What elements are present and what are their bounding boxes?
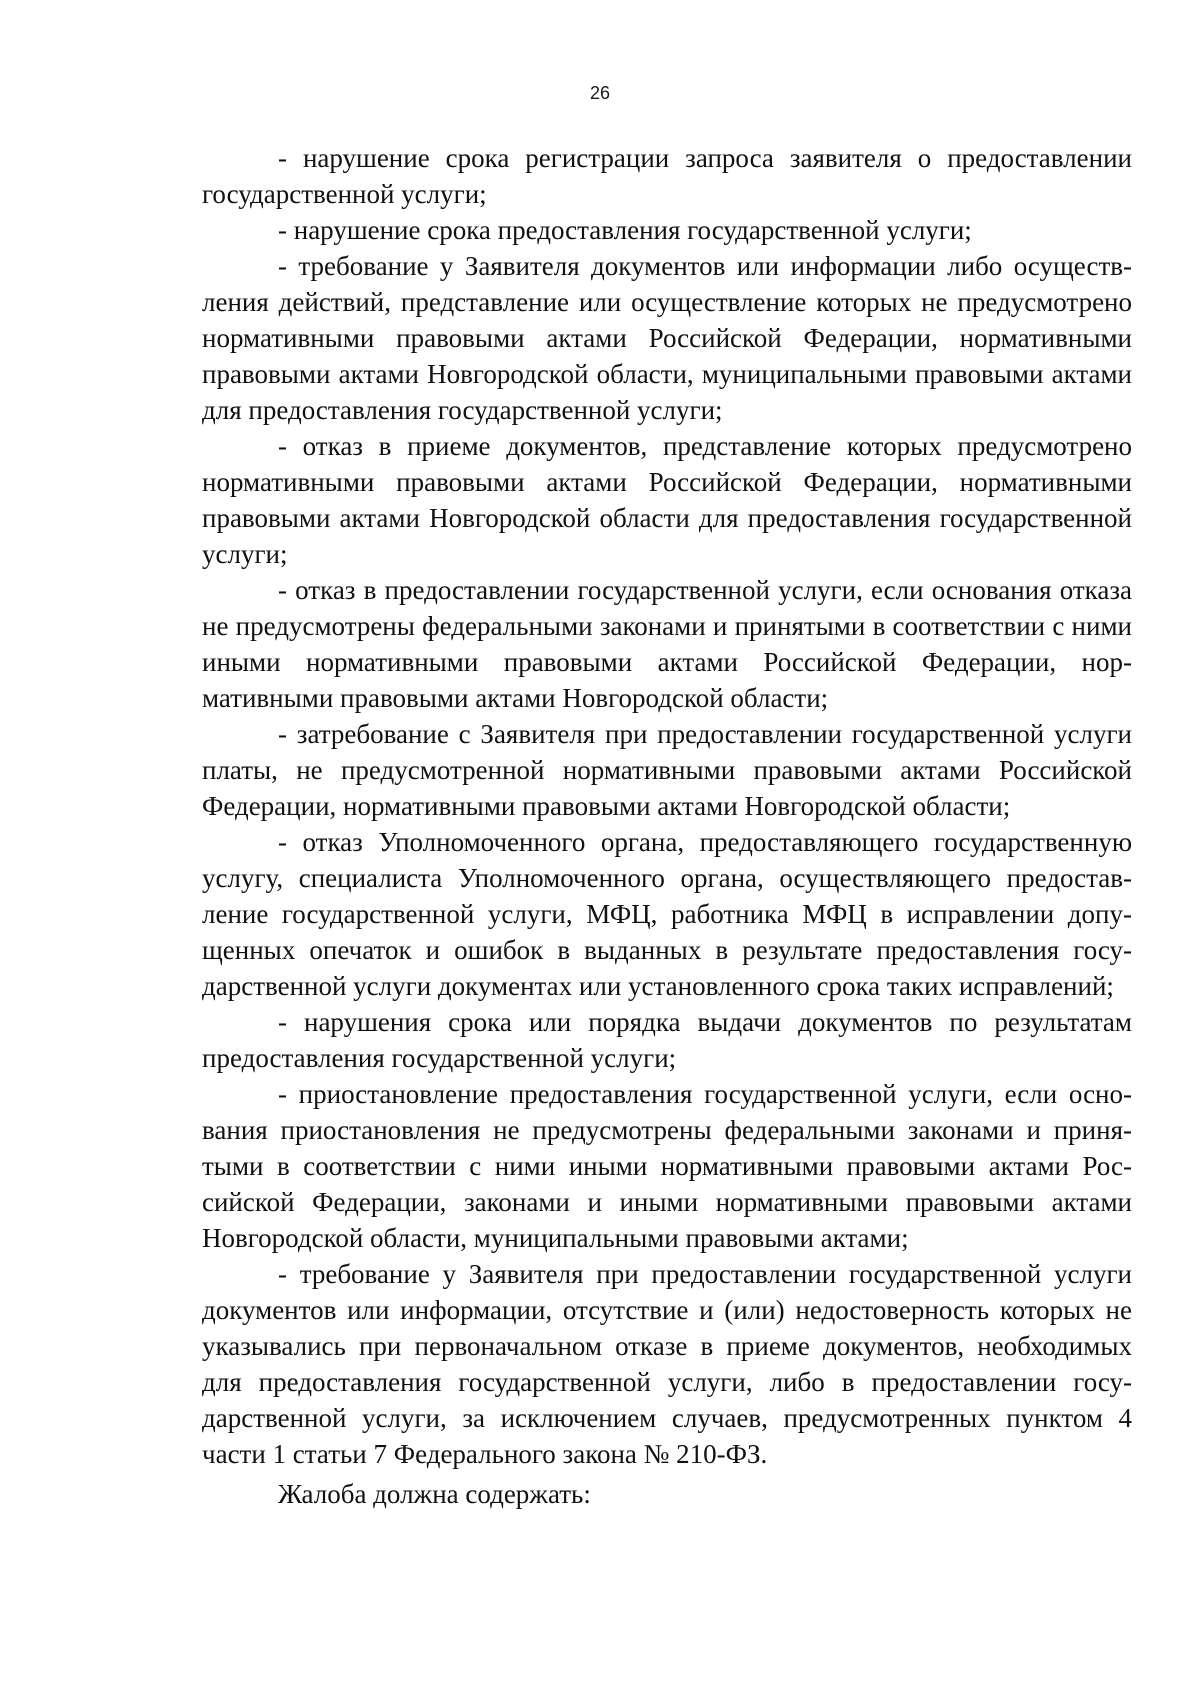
closing-line: Жалоба должна содержать: (278, 1479, 591, 1509)
list-item: - нарушение срока предоставления государственной услуги; (278, 215, 972, 245)
list-item: - нарушения срока или порядка выдачи документов по результатам предоставления государственной услуги; (202, 1007, 1132, 1073)
list-item: - нарушение срока регистрации запроса заявителя о предоставлении государственной услуги; (202, 143, 1132, 209)
document-body (202, 140, 1132, 1512)
list-item: - требование у Заявителя документов или информации либо осуществления действий, представление или осуществление которых не предусмотрено нормативными правовыми актами Российской Федерации, нормативными правовыми актами Новгородской области, муниципальными правовыми актами для предоставления государственной услуги; (202, 251, 1132, 425)
list-item: - приостановление предоставления государственной услуги, если основания приостановления не предусмотрены федеральными законами и принятыми в соответствии с ними иными нормативными правовыми актами Российской Федерации, законами и иными нормативными правовыми актами Новгородской области, муниципальными правовыми актами; (202, 1079, 1132, 1253)
list-item: - требование у Заявителя при предоставлении государственной услуги документов или информации, отсутствие и (или) недостоверность которых не указывались при первоначальном отказе в приеме документов, необходимых для предоставления государственной услуги, либо в предоставлении государственной услуги, за исключением случаев, предусмотренных пунктом 4 части 1 статьи 7 Федерального закона № 210-ФЗ. (202, 1259, 1132, 1469)
list-item: - отказ Уполномоченного органа, предоставляющего государственную услугу, специалиста Уполномоченного органа, осуществляющего предоставление государственной услуги, МФЦ, работника МФЦ в исправлении допущенных опечаток и ошибок в выданных в результате предоставления государственной услуги документах или установленного срока таких исправлений; (202, 827, 1132, 1001)
list-item: - затребование с Заявителя при предоставлении государственной услуги платы, не предусмотренной нормативными правовыми актами Российской Федерации, нормативными правовыми актами Новгородской области; (202, 719, 1132, 821)
page-number: 26 (589, 83, 611, 103)
list-item: - отказ в приеме документов, представление которых предусмотрено нормативными правовыми актами Российской Федерации, нормативными правовыми актами Новгородской области для предоставления государственной услуги; (202, 431, 1132, 569)
list-item: - отказ в предоставлении государственной услуги, если основания отказа не предусмотрены федеральными законами и принятыми в соответствии с ними иными нормативными правовыми актами Российской Федерации, нормативными правовыми актами Новгородской области; (202, 575, 1132, 713)
